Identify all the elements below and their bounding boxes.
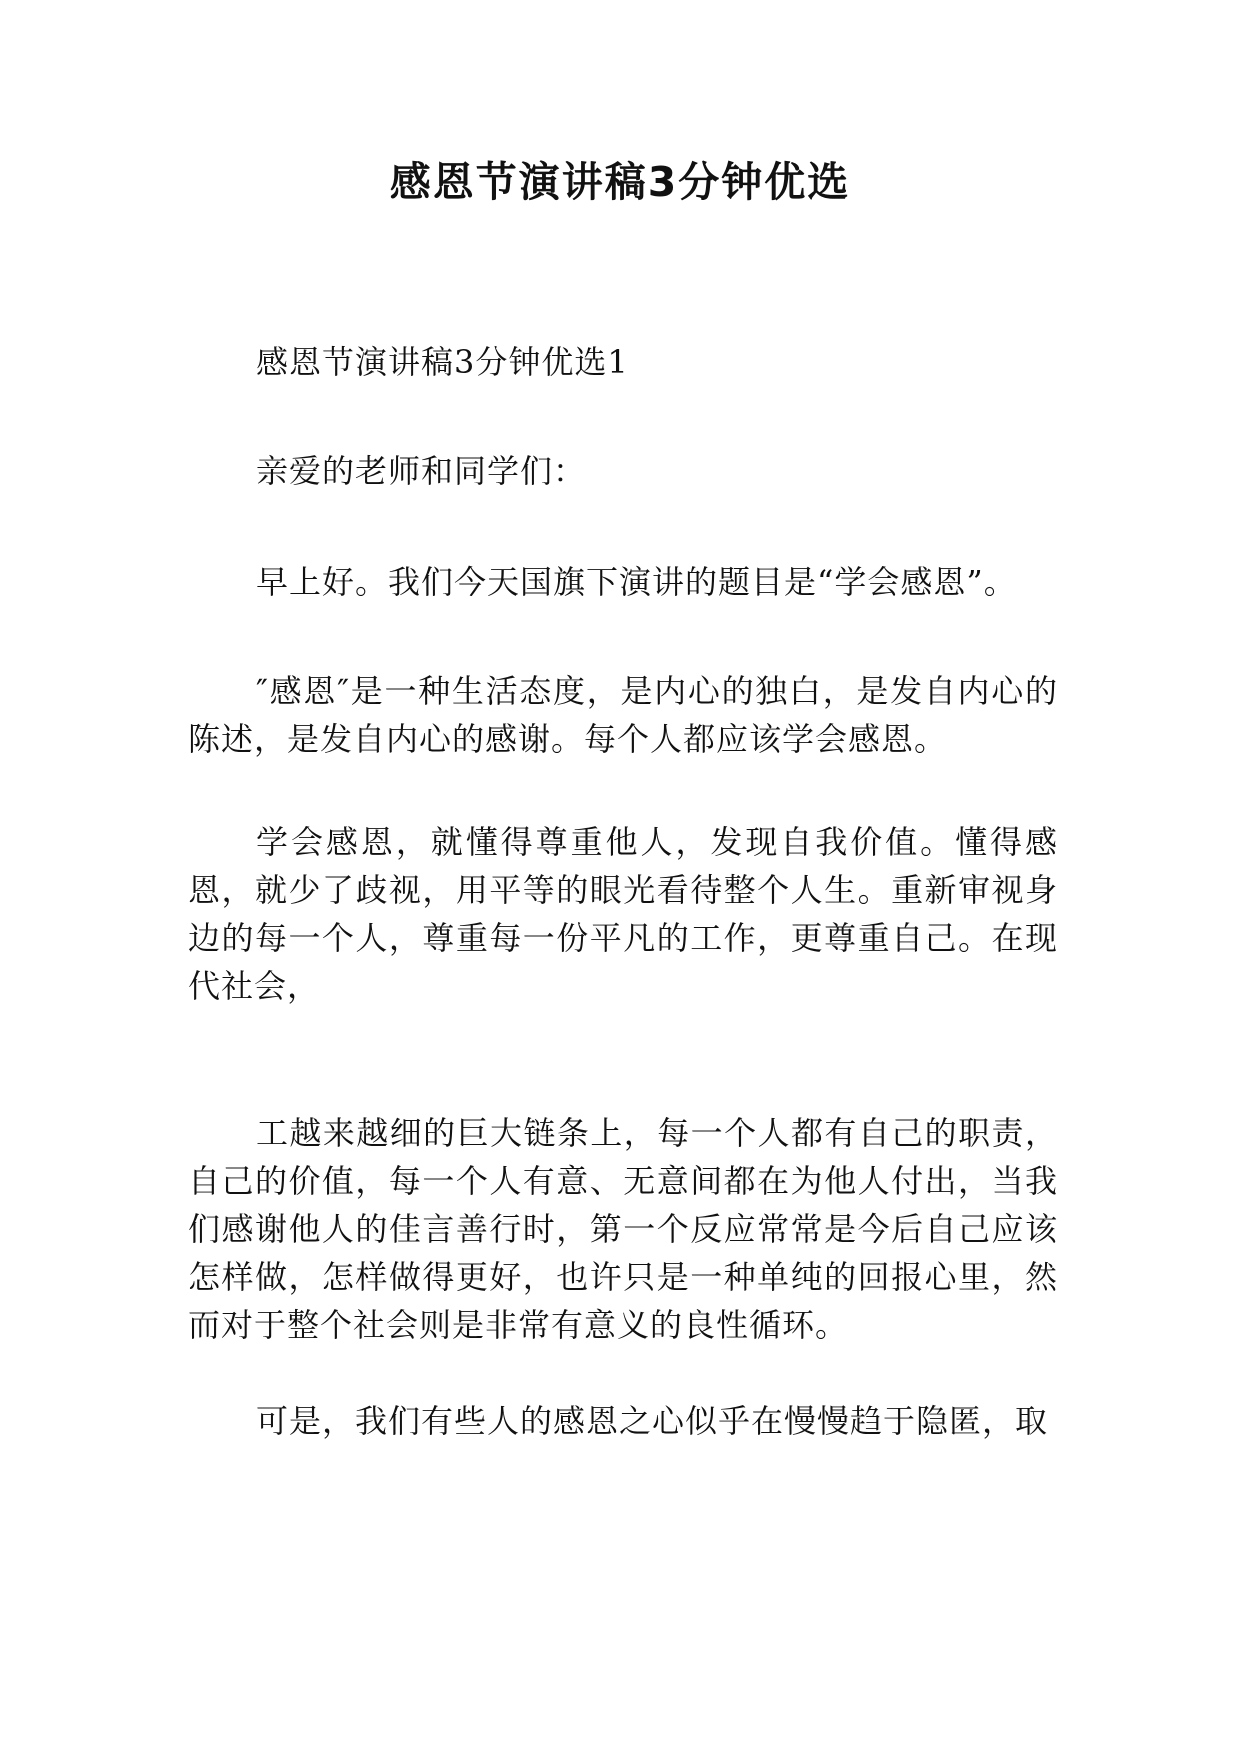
document-title: 感恩节演讲稿3分钟优选 bbox=[389, 158, 851, 206]
body-paragraph: 工越来越细的巨大链条上，每一个人都有自己的职责，自己的价值，每一个人有意、无意间都在为他人付出，当我们感谢他人的佳言善行时，第一个反应常常是今后自己应该怎样做，怎样做得更好，也许只是一种单纯的回报心里，然而对于整个社会则是非常有意义的良性循环。 bbox=[188, 1114, 1058, 1344]
body-paragraph: 学会感恩，就懂得尊重他人，发现自我价值。懂得感恩，就少了歧视，用平等的眼光看待整个人生。重新审视身边的每一个人，尊重每一份平凡的工作，更尊重自己。在现代社会， bbox=[188, 823, 1058, 1005]
section-heading: 感恩节演讲稿3分钟优选1 bbox=[256, 343, 629, 381]
body-paragraph: 早上好。我们今天国旗下演讲的题目是“学会感恩”。 bbox=[256, 563, 1017, 601]
body-paragraph: ″感恩″是一种生活态度，是内心的独白，是发自内心的陈述，是发自内心的感谢。每个人都应该学会感恩。 bbox=[188, 672, 1058, 758]
salutation: 亲爱的老师和同学们： bbox=[256, 452, 587, 490]
body-paragraph: 可是，我们有些人的感恩之心似乎在慢慢趋于隐匿，取 bbox=[256, 1402, 1049, 1440]
